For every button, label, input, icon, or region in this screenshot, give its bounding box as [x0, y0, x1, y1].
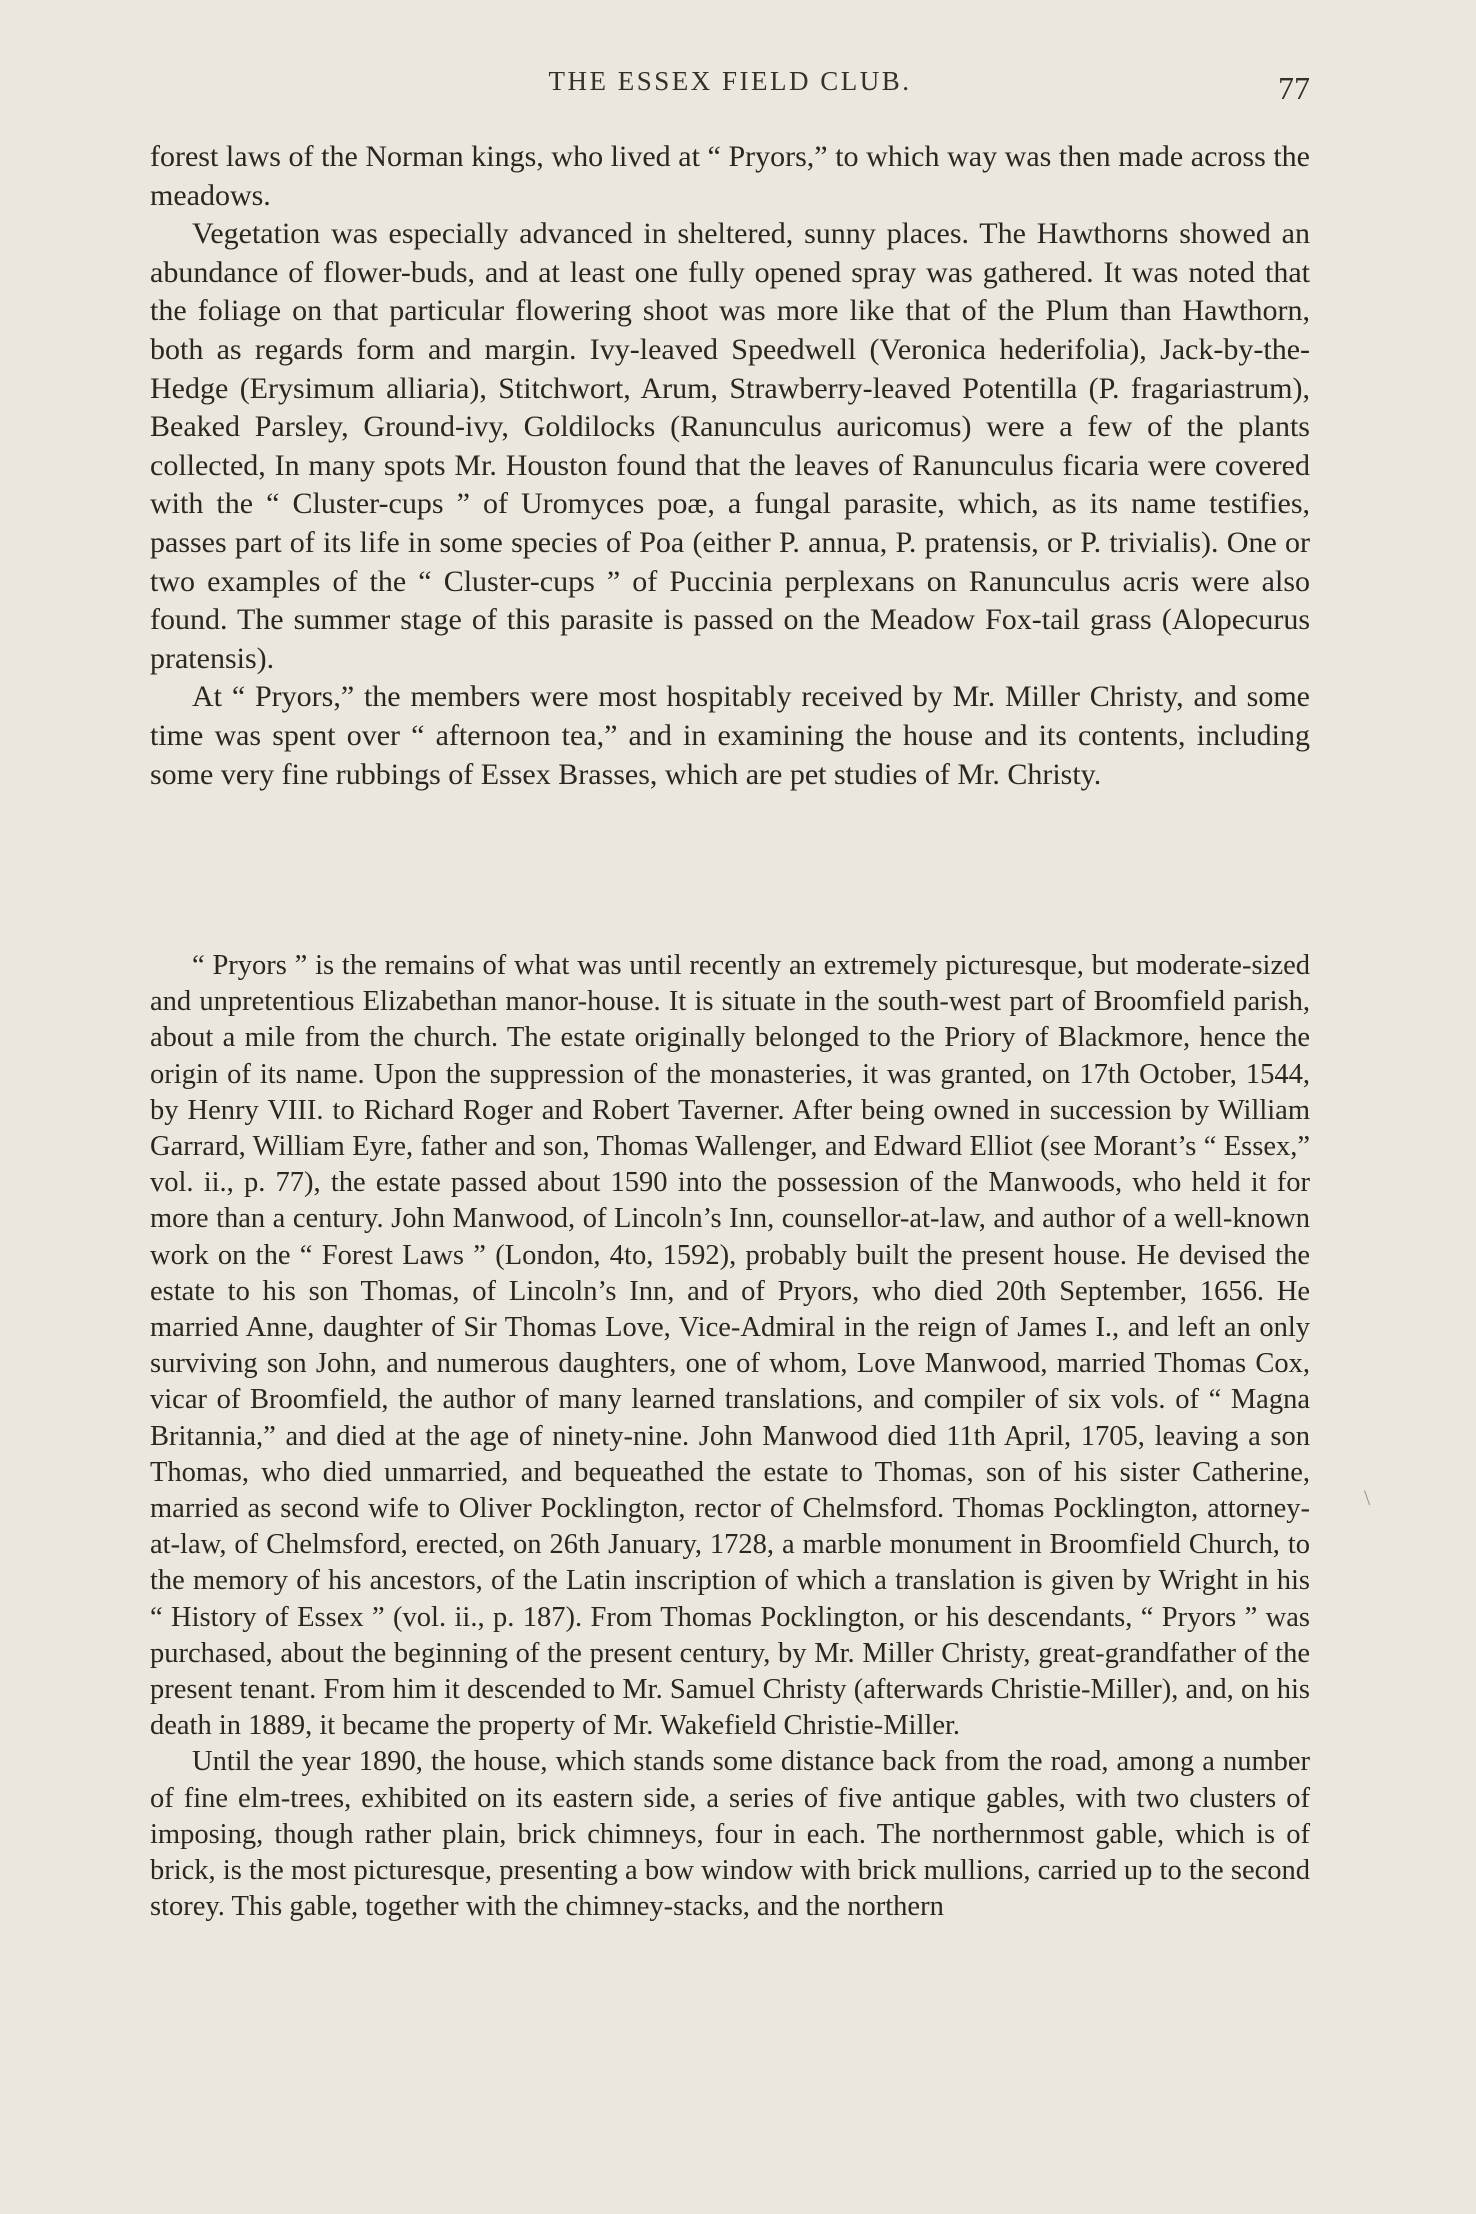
margin-mark: \ — [1364, 1485, 1371, 1510]
running-head — [150, 66, 1310, 116]
field-report-section — [150, 138, 1310, 794]
paragraph: “ Pryors ” is the remains of what was until recently an extremely picturesque, but moderate-sized and unpretentious Elizabethan manor-house. It is situate in the south-west part of Broomfield parish, about a mile from the church. The estate originally belonged to the Priory of Blackmore, hence the origin of its name. Upon the suppression of the monasteries, it was granted, on 17th October, 1544, by Henry VIII. to Richard Roger and Robert Taverner. After being owned in succession by William Garrard, William Eyre, father and son, Thomas Wallenger, and Edward Elliot (see Morant’s “ Essex,” vol. ii., p. 77), the estate passed about 1590 into the possession of the Manwoods, who held it for more than a century. John Manwood, of Lincoln’s Inn, counsellor-at-law, and author of a well-known work on the “ Forest Laws ” (London, 4to, 1592), probably built the present house. He devised the estate to his son Thomas, of Lincoln’s Inn, and of Pryors, who died 20th September, 1656. He married Anne, daughter of Sir Thomas Love, Vice-Admiral in the reign of James I., and left an only surviving son John, and numerous daughters, one of whom, Love Manwood, married Thomas Cox, vicar of Broomfield, the author of many learned translations, and compiler of six vols. of “ Magna Britannia,” and died at the age of ninety-nine. John Manwood died 11th April, 1705, leaving a son Thomas, who died unmarried, and bequeathed the estate to Thomas, son of his sister Catherine, married as second wife to Oliver Pocklington, rector of Chelmsford. Thomas Pocklington, attorney-at-law, of Chelmsford, erected, on 26th January, 1728, a marble monument in Broomfield Church, to the memory of his ancestors, of the Latin inscription of which a translation is given by Wright in his “ History of Essex ” (vol. ii., p. 187). From Thomas Pocklington, or his descendants, “ Pryors ” was purchased, about the beginning of the present century, by Mr. Miller Christy, great-grandfather of the present tenant. From him it descended to Mr. Samuel Christy (afterwards Christie-Miller), and, on his death in 1889, it became the property of Mr. Wakefield Christie-Miller. — [150, 950, 1310, 1742]
paragraph: Until the year 1890, the house, which stands some distance back from the road, among a number of fine elm-trees, exhibited on its eastern side, a series of five antique gables, with two clusters of imposing, though rather plain, brick chimneys, four in each. The northernmost gable, which is of brick, is the most picturesque, presenting a bow window with brick mullions, carried up to the second storey. This gable, together with the chimney-stacks, and the northern — [150, 1746, 1310, 1923]
paragraph: Vegetation was especially advanced in sheltered, sunny places. The Hawthorns showed an abundance of flower-buds, and at least one fully opened spray was gathered. It was noted that the foliage on that particular flowering shoot was more like that of the Plum than Hawthorn, both as regards form and margin. Ivy-leaved Speedwell (Veronica hederifolia), Jack-by-the-Hedge (Erysimum alliaria), Stitchwort, Arum, Strawberry-leaved Potentilla (P. fragariastrum), Beaked Parsley, Ground-ivy, Goldilocks (Ranunculus auricomus) were a few of the plants collected, In many spots Mr. Houston found that the leaves of Ranunculus ficaria were covered with the “ Cluster-cups ” of Uromyces poæ, a fungal parasite, which, as its name testifies, passes part of its life in some species of Poa (either P. annua, P. pratensis, or P. trivialis). One or two examples of the “ Cluster-cups ” of Puccinia perplexans on Ranunculus acris were also found. The summer stage of this parasite is passed on the Meadow Fox-tail grass (Alopecurus pratensis). — [150, 217, 1310, 675]
running-title: THE ESSEX FIELD CLUB. — [548, 66, 912, 96]
page-number: 77 — [1278, 70, 1310, 106]
pryors-history-section — [150, 948, 1310, 1925]
paragraph: forest laws of the Norman kings, who lived at “ Pryors,” to which way was then made across the meadows. — [150, 140, 1310, 212]
paragraph: At “ Pryors,” the members were most hospitably received by Mr. Miller Christy, and some time was spent over “ afternoon tea,” and in examining the house and its contents, including some very fine rubbings of Essex Brasses, which are pet studies of Mr. Christy. — [150, 680, 1310, 791]
